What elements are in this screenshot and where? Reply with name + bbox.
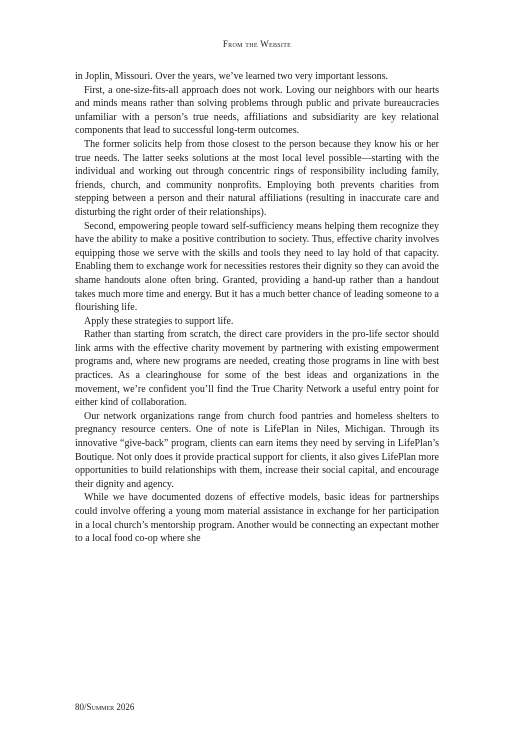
article-body <box>75 70 439 546</box>
paragraph-5: Apply these strategies to support life. <box>84 315 234 327</box>
paragraph-3: The former solicits help from those closest to the person because they know his or her true needs. The latter seeks solutions at the most local level possible—starting with the individual and working out through concentric rings of responsibility including family, friends, church, and community nonprofits. Employing both prevents charities from stepping between a person and their natural affiliations (resulting in inaccurate care and disturbing the right order of their relationships). <box>75 138 439 218</box>
paragraph-4: Second, empowering people toward self-sufficiency means helping them recognize they have the ability to make a positive contribution to society. Thus, effective charity involves equipping those we serve with the skills and tools they need to lay hold of that capacity. Enabling them to exchange work for necessities restores their dignity so they can avoid the shame handouts alone often bring. Granted, providing a hand-up rather than a handout takes much more time and energy. But it has a much better chance of leading someone to a flourishing life. <box>75 220 439 314</box>
page-folio: 80/Summer 2026 <box>75 702 135 712</box>
paragraph-8: While we have documented dozens of effective models, basic ideas for partnerships could involve offering a young mom material assistance in exchange for her participation in a local church’s mentorship program. Another would be connecting an expectant mother to a local food co-op where she <box>75 492 439 545</box>
running-head: From the Website <box>222 39 292 49</box>
paragraph-6: Rather than starting from scratch, the direct care providers in the pro-life sector should link arms with the effective charity movement by partnering with existing empowerment programs and, where new programs are needed, creating those programs in line with best practices. As a clearinghouse for some of the best ideas and organizations in the movement, we’re confident you’ll find the True Charity Network a useful entry point for either kind of collaboration. <box>75 329 439 409</box>
paragraph-1: in Joplin, Missouri. Over the years, we’ve learned two very important lessons. <box>75 71 388 82</box>
paragraph-2: First, a one-size-fits-all approach does not work. Loving our neighbors with our hearts and minds means rather than solving problems through public and private bureaucracies unfamiliar with a person’s true needs, affiliations and subsidiarity are key relational components that lead to successful long-term outcomes. <box>75 84 439 137</box>
paragraph-7: Our network organizations range from church food pantries and homeless shelters to pregnancy resource centers. One of note is LifePlan in Niles, Michigan. Through its innovative “give-back” program, clients can earn items they need by serving in LifePlan’s Boutique. Not only does it provide practical support for clients, it also gives LifePlan more opportunities to build relationships with them, increase their social capital, and encourage their dignity and agency. <box>75 410 439 490</box>
document-page <box>75 0 439 729</box>
